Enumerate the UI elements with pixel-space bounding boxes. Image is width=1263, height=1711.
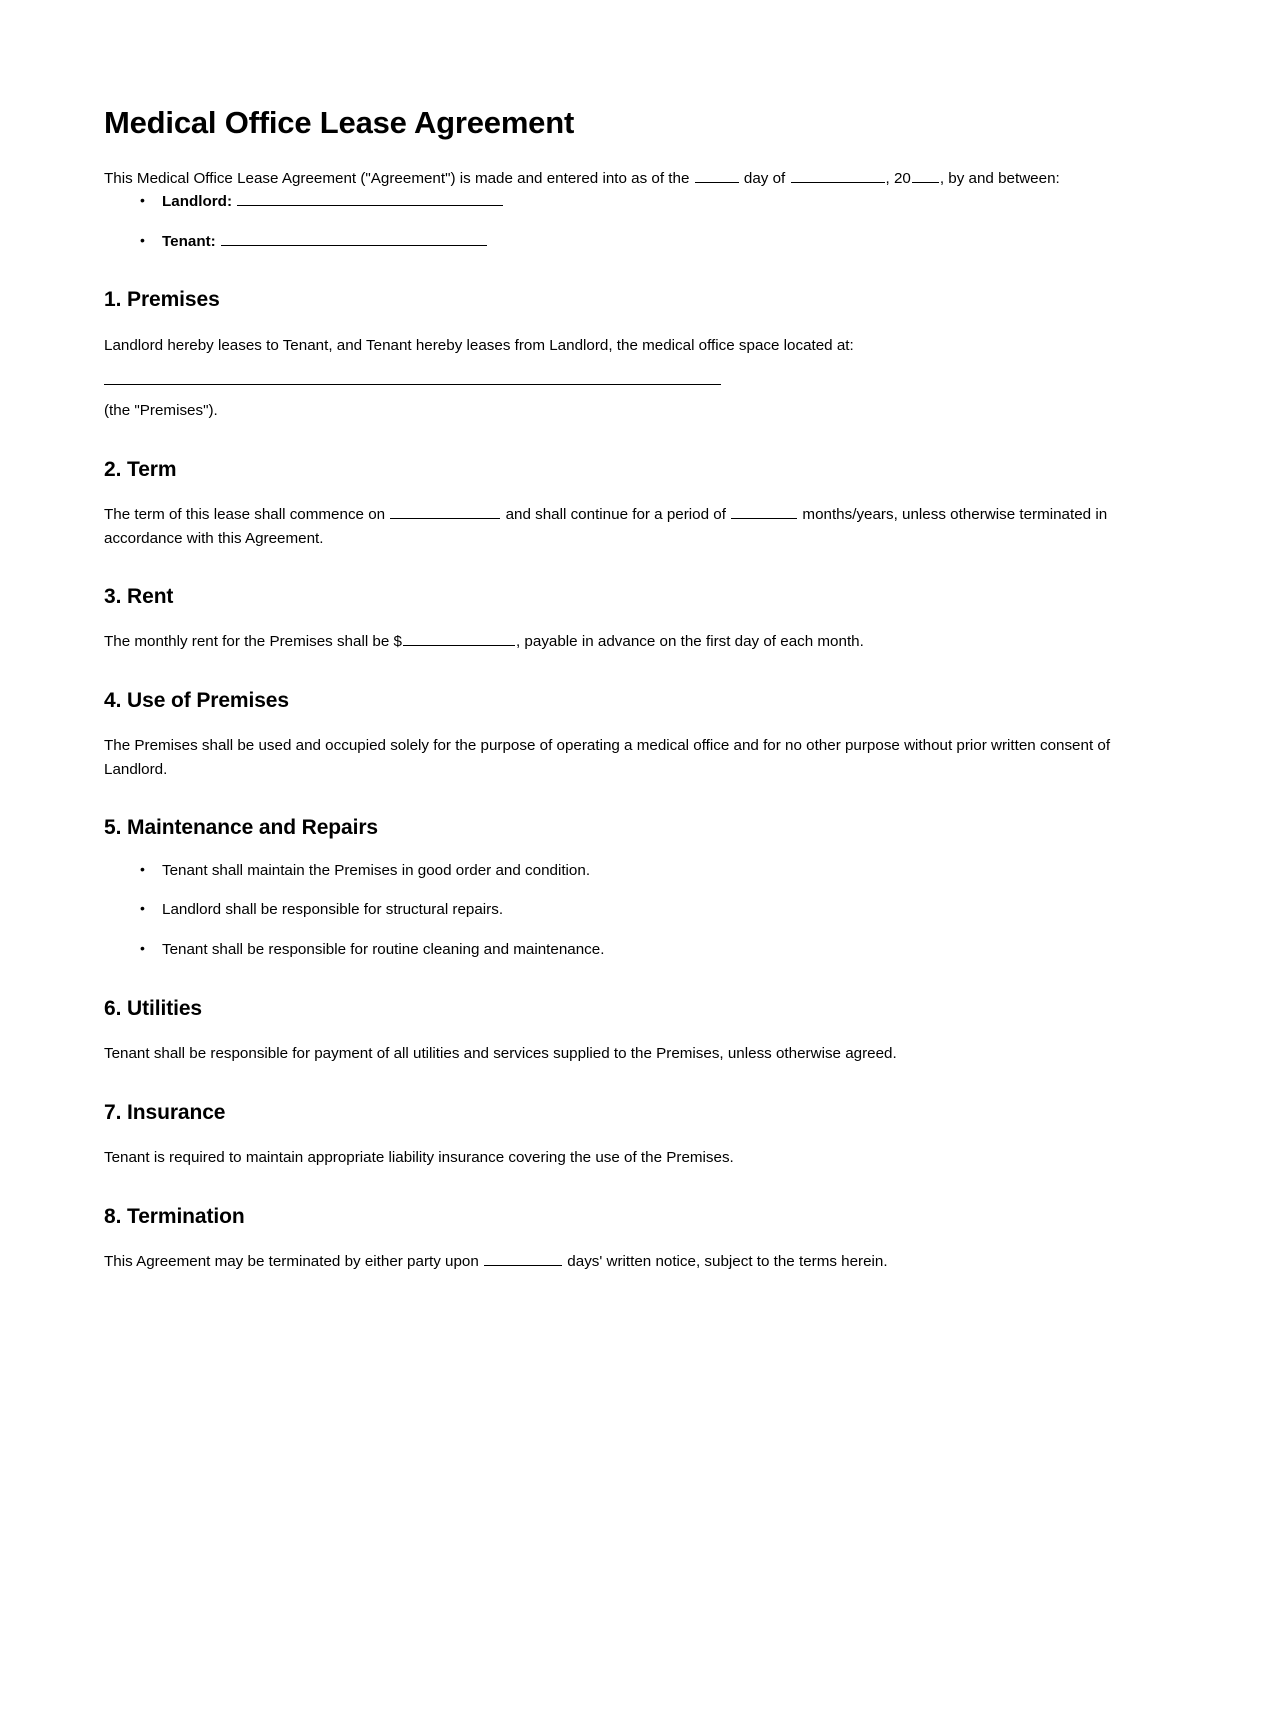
- month-blank-field[interactable]: [791, 168, 885, 183]
- rent-text-1: The monthly rent for the Premises shall be $: [104, 633, 402, 651]
- termination-text-1: This Agreement may be terminated by either party upon: [104, 1252, 479, 1270]
- rent-amount-blank-field[interactable]: [403, 631, 515, 646]
- list-item-landlord: [162, 191, 1159, 214]
- list-item-text: Tenant shall be responsible for routine cleaning and maintenance.: [162, 941, 605, 959]
- section-heading-premises: 1. Premises: [104, 288, 220, 312]
- list-item: [162, 860, 1159, 883]
- term-text-1: The term of this lease shall commence on: [104, 505, 386, 523]
- day-blank-field[interactable]: [695, 168, 739, 183]
- premises-address-blank-field[interactable]: [104, 383, 721, 385]
- section-use-of-premises: [104, 688, 1159, 781]
- section-maintenance-and-repairs: [104, 815, 1159, 962]
- intro-text-after-year: , by and between:: [939, 170, 1060, 188]
- list-item-text: Landlord shall be responsible for structural repairs.: [162, 901, 504, 919]
- term-text-3: months/years, unless otherwise terminated in accordance with this Agreement.: [104, 505, 1108, 547]
- landlord-label: Landlord:: [162, 192, 233, 210]
- term-period-blank-field[interactable]: [731, 504, 797, 519]
- section-insurance: [104, 1100, 1159, 1170]
- section-heading-insurance: 7. Insurance: [104, 1100, 226, 1124]
- rent-text-2: , payable in advance on the first day of each month.: [515, 633, 864, 651]
- section-rent: [104, 584, 1159, 654]
- tenant-blank-field[interactable]: [221, 231, 487, 246]
- list-item: [162, 899, 1159, 922]
- section-utilities: [104, 996, 1159, 1066]
- premises-defined-term: (the "Premises").: [104, 402, 218, 420]
- landlord-blank-field[interactable]: [237, 191, 503, 206]
- intro-text-before-day: This Medical Office Lease Agreement ("Agreement") is made and entered into as of the: [104, 170, 690, 188]
- section-heading-utilities: 6. Utilities: [104, 996, 202, 1020]
- commencement-date-blank-field[interactable]: [390, 504, 500, 519]
- termination-body: [104, 1250, 1159, 1274]
- insurance-body: Tenant is required to maintain appropriate liability insurance covering the use of the Premises.: [104, 1148, 734, 1166]
- maintenance-list: [104, 860, 1159, 962]
- tenant-label: Tenant:: [162, 232, 216, 250]
- section-heading-rent: 3. Rent: [104, 585, 174, 609]
- section-heading-termination: 8. Termination: [104, 1204, 245, 1228]
- intro-text-after-day: day of: [743, 170, 786, 188]
- term-text-2: and shall continue for a period of: [505, 505, 726, 523]
- year-blank-field[interactable]: [912, 168, 939, 183]
- section-heading-maintenance-and-repairs: 5. Maintenance and Repairs: [104, 816, 378, 840]
- section-heading-use-of-premises: 4. Use of Premises: [104, 688, 289, 712]
- termination-text-2: days' written notice, subject to the terms herein.: [567, 1252, 888, 1270]
- rent-body: [104, 630, 1159, 654]
- intro-text-after-month: , 20: [885, 170, 911, 188]
- section-termination: [104, 1204, 1159, 1274]
- intro-paragraph: [104, 167, 1159, 191]
- notice-days-blank-field[interactable]: [484, 1251, 562, 1266]
- list-item-tenant: [162, 231, 1159, 254]
- utilities-body: Tenant shall be responsible for payment of all utilities and services supplied to the Premises, unless otherwise agreed.: [104, 1045, 897, 1063]
- page-title: Medical Office Lease Agreement: [104, 105, 575, 140]
- term-body: [104, 503, 1159, 550]
- section-term: [104, 457, 1159, 550]
- use-of-premises-body: The Premises shall be used and occupied solely for the purpose of operating a medical office and for no other purpose without prior written consent of Landlord.: [104, 737, 1111, 778]
- list-item-text: Tenant shall maintain the Premises in good order and condition.: [162, 861, 591, 879]
- section-premises: [104, 287, 1159, 422]
- premises-intro-text: Landlord hereby leases to Tenant, and Tenant hereby leases from Landlord, the medical office space located at:: [104, 336, 854, 354]
- parties-list: [104, 191, 1159, 254]
- section-heading-term: 2. Term: [104, 457, 177, 481]
- list-item: [162, 939, 1159, 962]
